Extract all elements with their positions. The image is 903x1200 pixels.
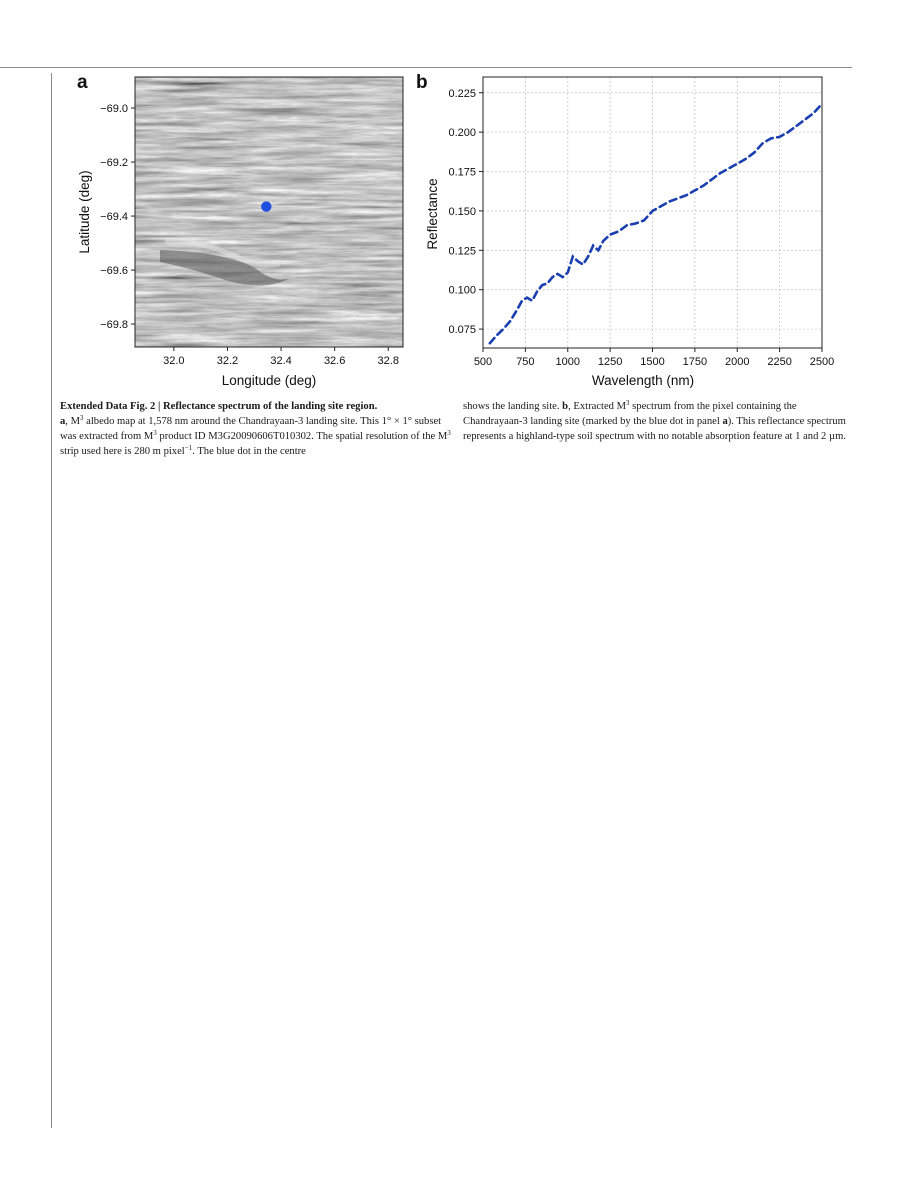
caption-text: albedo map at 1,578 nm around the Chandrayaan-3 landing site. This 1° × 1° subset was extracted from M — [60, 416, 442, 442]
map-x-axis-label: Longitude (deg) — [221, 373, 317, 388]
caption-superscript: 3 — [153, 429, 157, 437]
map-y-axis-label: Latitude (deg) — [77, 170, 92, 254]
chart-x-tick-label: 2000 — [725, 356, 750, 368]
caption-superscript: 3 — [447, 429, 451, 437]
chart-x-tick-label: 1250 — [597, 356, 623, 368]
chart-y-tick-label: 0.175 — [448, 166, 476, 179]
chart-x-tick-label: 500 — [473, 356, 493, 368]
caption-panel-ref-letter: a — [722, 416, 728, 427]
map-y-tick-label: −69.8 — [100, 319, 128, 332]
map-y-tick-label: −69.6 — [100, 265, 128, 278]
chart-y-tick-label: 0.225 — [448, 87, 476, 100]
figure-caption-right — [463, 399, 855, 444]
figure-caption-left — [60, 399, 452, 459]
chart-y-tick-label: 0.125 — [448, 245, 476, 258]
map-x-tick-label: 32.0 — [163, 355, 185, 367]
reflectance-spectrum-chart — [420, 72, 840, 392]
panel-a-letter: a — [77, 72, 88, 93]
chart-y-axis-label: Reflectance — [425, 178, 440, 250]
caption-panel-a-letter: a — [60, 416, 66, 427]
caption-panel-b-letter: b — [562, 401, 569, 412]
caption-text: , M — [65, 416, 81, 427]
map-x-tick-label: 32.8 — [377, 355, 399, 367]
chart-x-tick-label: 750 — [516, 356, 535, 368]
chart-x-tick-label: 1500 — [640, 356, 665, 368]
caption-text: ). This reflectance spectrum represents a highland-type soil spectrum with no notable absorption feature at 1 and 2 µm. — [463, 416, 846, 442]
caption-text: spectrum from the pixel containing the Chandrayaan-3 landing site (marked by the blue dot in panel — [463, 401, 797, 427]
chart-y-tick-label: 0.100 — [448, 284, 476, 297]
caption-superscript: 3 — [626, 399, 630, 407]
reflectance-series-line — [490, 104, 822, 343]
chart-y-tick-label: 0.150 — [448, 205, 476, 218]
caption-text: product ID M3G20090606T010302. The spatial resolution of the M — [156, 431, 448, 442]
chart-x-tick-label: 1000 — [555, 356, 580, 368]
map-y-tick-label: −69.2 — [100, 157, 128, 170]
albedo-map-panel — [75, 72, 405, 392]
map-x-tick-label: 32.4 — [270, 355, 292, 367]
panel-b-letter: b — [416, 72, 428, 93]
caption-superscript: −1 — [184, 444, 193, 452]
caption-superscript: 3 — [80, 414, 84, 422]
caption-text: . The blue dot in the centre — [192, 446, 306, 457]
map-x-tick-label: 32.6 — [323, 355, 346, 367]
caption-text: , Extracted M — [568, 401, 627, 412]
chart-x-axis-label: Wavelength (nm) — [591, 373, 695, 388]
albedo-map-image — [135, 77, 403, 347]
chart-x-tick-label: 2250 — [767, 356, 792, 368]
map-x-tick-label: 32.2 — [216, 355, 239, 367]
map-y-tick-label: −69.4 — [100, 211, 128, 224]
map-y-tick-label: −69.0 — [100, 103, 128, 116]
chart-x-tick-label: 2500 — [809, 356, 835, 368]
landing-site-marker — [261, 201, 271, 211]
caption-text: shows the landing site. — [463, 401, 563, 412]
caption-title: Extended Data Fig. 2 | Reflectance spectrum of the landing site region. — [60, 401, 378, 412]
caption-text: strip used here is 280 m pixel — [60, 446, 185, 457]
top-rule — [0, 67, 852, 68]
left-margin-rule — [51, 73, 52, 1128]
chart-y-tick-label: 0.075 — [448, 324, 476, 337]
chart-x-tick-label: 1750 — [682, 356, 708, 368]
chart-y-tick-label: 0.200 — [448, 127, 476, 140]
